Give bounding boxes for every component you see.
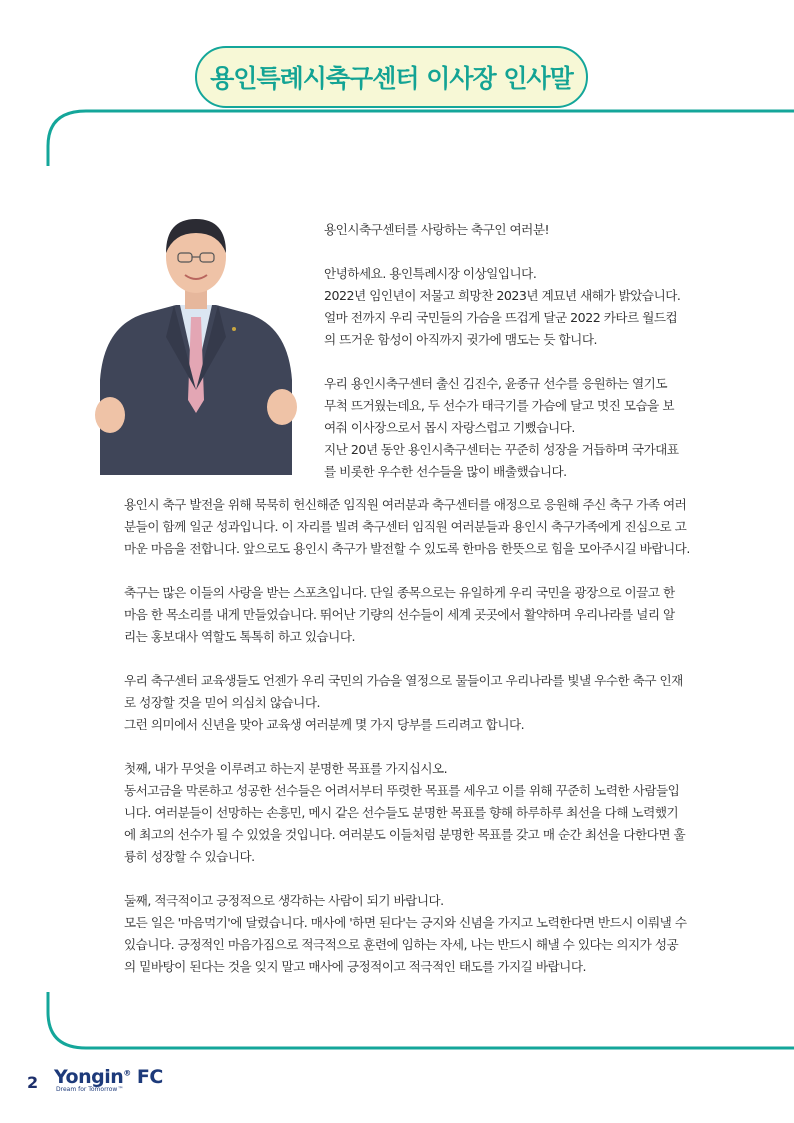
body-paragraph-5 [124,670,683,736]
text-line: 여줘 이사장으로서 몹시 자랑스럽고 기뻤습니다. [324,420,575,435]
text-line: 리는 홍보대사 역할도 톡톡히 하고 있습니다. [124,629,355,644]
text-line: 얼마 전까지 우리 국민들의 가슴을 뜨겁게 달군 2022 카타르 월드컵 [324,310,678,325]
text-line: 지난 20년 동안 용인시축구센터는 꾸준히 성장을 거듭하며 국가대표 [324,442,679,457]
text-line: 의 밑바탕이 된다는 것을 잊지 말고 매사에 긍정적이고 적극적인 태도를 가지길 바랍니다. [124,959,586,974]
text-line: 우리 용인시축구센터 출신 김진수, 윤종규 선수를 응원하는 열기도 [324,376,667,391]
text-line: 2022년 임인년이 저물고 희망찬 2023년 계묘년 새해가 밝았습니다. [324,288,681,303]
logo-fc: FC [130,1066,163,1088]
body-paragraph-4 [124,582,675,648]
text-line: 마운 마음을 전합니다. 앞으로도 용인시 축구가 발전할 수 있도록 한마음 한뜻으로 힘을 모아주시길 바랍니다. [124,541,690,556]
text-line: 로 성장할 것을 믿어 의심치 않습니다. [124,695,321,710]
text-line: 의 뜨거운 함성이 아직까지 귓가에 맴도는 듯 합니다. [324,332,598,347]
logo-registered: ® [123,1068,131,1078]
text-line: 있습니다. 긍정적인 마음가짐으로 적극적으로 훈련에 임하는 자세, 나는 반드시 해낼 수 있다는 의지가 성공 [124,937,679,952]
text-line: 첫째, 내가 무엇을 이루려고 하는지 분명한 목표를 가지십시오. [124,761,448,776]
text-line: 용인시 축구 발전을 위해 묵묵히 헌신해준 임직원 여러분과 축구센터를 애정으로 응원해 주신 축구 가족 여러 [124,497,687,512]
page-number: 2 [27,1073,39,1092]
chairman-portrait [86,205,306,475]
body-paragraph-7 [124,890,687,978]
salutation: 용인시축구센터를 사랑하는 축구인 여러분! [324,222,550,237]
intro-paragraph-2 [324,373,679,483]
yongin-fc-logo [54,1066,163,1093]
page-title-banner [195,46,588,108]
text-line: 무척 뜨거웠는데요, 두 선수가 태극기를 가슴에 달고 멋진 모습을 보 [324,398,675,413]
body-paragraph-3 [124,494,690,560]
logo-tagline: Dream for Tomorrow™ [56,1086,124,1093]
text-line: 축구는 많은 이들의 사랑을 받는 스포츠입니다. 단일 종목으로는 유일하게 우리 국민을 광장으로 이끌고 한 [124,585,675,600]
page-title: 용인특례시축구센터 이사장 인사말 [210,64,573,93]
logo-name: Yongin [54,1066,124,1088]
text-line: 둘째, 적극적이고 긍정적으로 생각하는 사람이 되기 바랍니다. [124,893,444,908]
text-line: 모든 일은 '마음먹기'에 달렸습니다. 매사에 '하면 된다'는 긍지와 신념을 가지고 노력한다면 반드시 이뤄낼 수 [124,915,687,930]
text-line: 안녕하세요. 용인특례시장 이상일입니다. [324,266,537,281]
greeting-body [124,494,690,978]
text-line: 륭히 성장할 수 있습니다. [124,849,255,864]
greeting-intro [324,219,681,483]
intro-paragraph-1 [324,263,681,351]
text-line: 동서고금을 막론하고 성공한 선수들은 어려서부터 뚜렷한 목표를 세우고 이를 위해 꾸준히 노력한 사람들입 [124,783,680,798]
text-line: 를 비롯한 우수한 선수들을 많이 배출했습니다. [324,464,567,479]
text-line: 우리 축구센터 교육생들도 언젠가 우리 국민의 가슴을 열정으로 물들이고 우리나라를 빛낼 우수한 축구 인재 [124,673,683,688]
text-line: 니다. 여러분들이 선망하는 손흥민, 메시 같은 선수들도 분명한 목표를 향해 하루하루 최선을 다해 노력했기 [124,805,679,820]
logo-wordmark [54,1066,163,1088]
text-line: 분들이 함께 일군 성과입니다. 이 자리를 빌려 축구센터 임직원 여러분들과 용인시 축구가족에게 진심으로 고 [124,519,687,534]
text-line: 마음 한 목소리를 내게 만들었습니다. 뛰어난 기량의 선수들이 세계 곳곳에서 활약하며 우리나라를 널리 알 [124,607,675,622]
text-line: 에 최고의 선수가 될 수 있었을 것입니다. 여러분도 이들처럼 분명한 목표를 갖고 매 순간 최선을 다한다면 훌 [124,827,686,842]
body-paragraph-6 [124,758,686,868]
text-line: 그런 의미에서 신년을 맞아 교육생 여러분께 몇 가지 당부를 드리려고 합니다. [124,717,525,732]
